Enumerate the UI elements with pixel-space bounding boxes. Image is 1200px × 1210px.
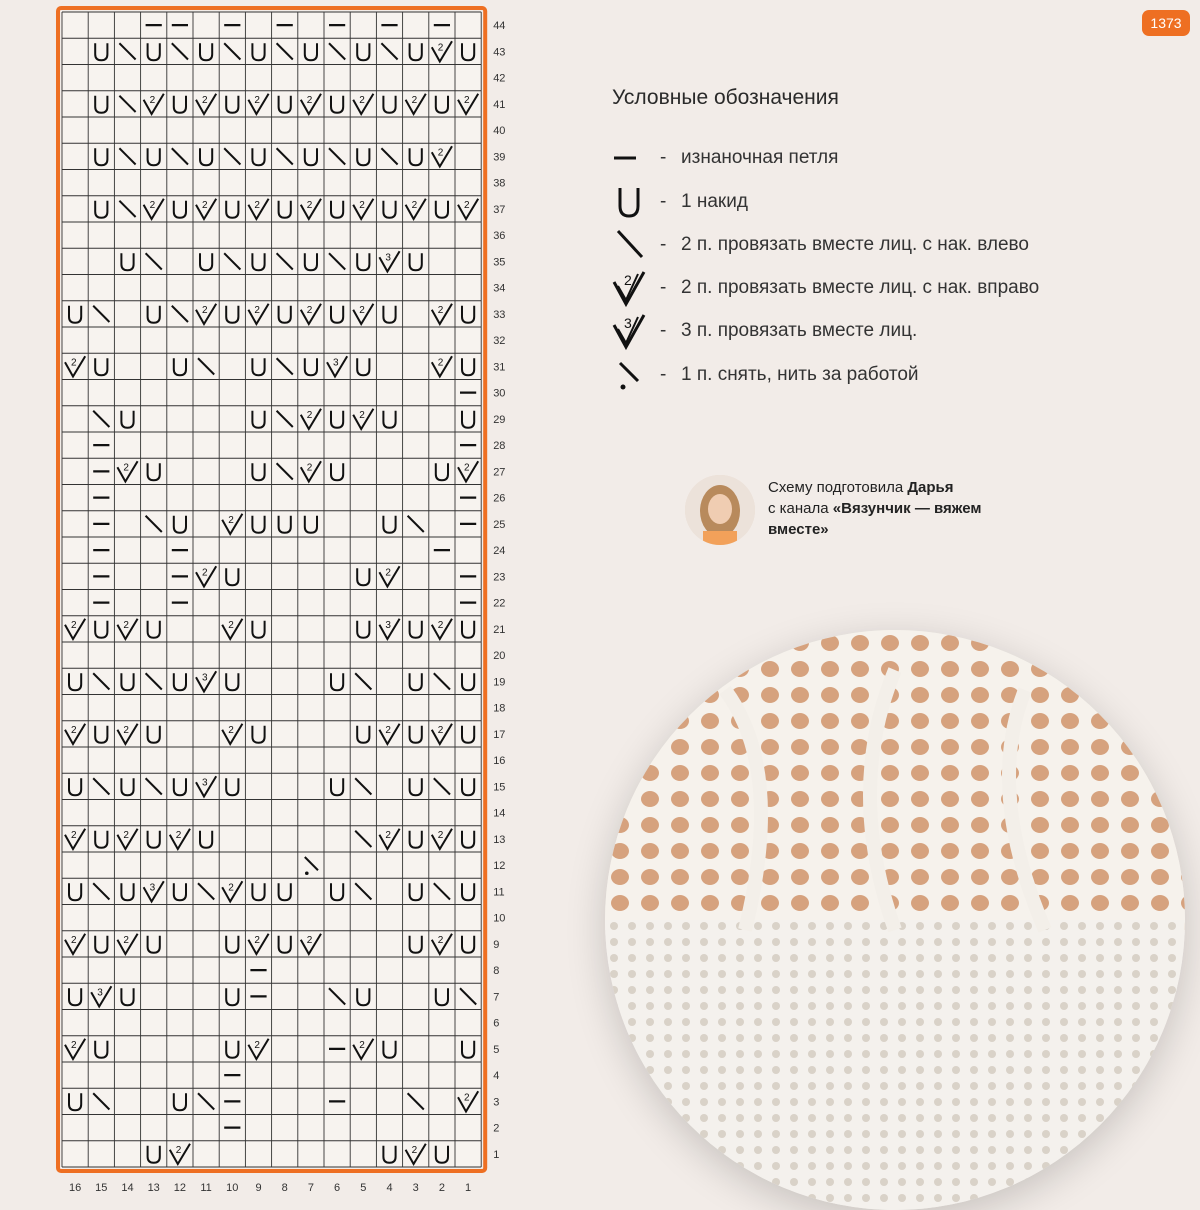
row-label: 15 — [493, 781, 506, 794]
row-label: 11 — [493, 886, 505, 899]
row-label: 17 — [493, 728, 506, 741]
legend-item-slip: - 1 п. снять, нить за работой — [0, 355, 1200, 395]
row-label: 40 — [493, 125, 506, 138]
row-label: 16 — [493, 755, 506, 768]
purl-icon — [610, 138, 650, 178]
author-avatar — [685, 475, 755, 545]
legend-item-yarn-over: - 1 накид — [0, 182, 1200, 222]
row-label: 9 — [493, 938, 500, 951]
row-label: 34 — [493, 282, 506, 295]
row-label: 38 — [493, 177, 506, 190]
column-label: 16 — [68, 1182, 82, 1194]
column-label: 6 — [334, 1182, 341, 1194]
decrease-number: 2 — [437, 42, 444, 54]
decrease-number: 2 — [464, 462, 470, 474]
page-number-badge: 1373 — [1142, 10, 1190, 36]
row-label: 33 — [493, 308, 506, 321]
svg-text:2: 2 — [624, 272, 632, 288]
row-label: 25 — [493, 518, 506, 531]
row-label: 20 — [493, 650, 506, 663]
decrease-number: 2 — [411, 1144, 418, 1156]
decrease-number: 2 — [228, 724, 234, 736]
row-label: 19 — [493, 676, 506, 689]
decrease-number: 2 — [385, 567, 391, 579]
column-label: 7 — [307, 1182, 314, 1194]
legend-item-k3tog: 3 - 3 п. провязать вместе лиц. — [0, 311, 1200, 351]
decrease-number: 2 — [306, 462, 313, 474]
decrease-number: 3 — [385, 619, 391, 631]
column-label: 4 — [386, 1182, 393, 1194]
column-label: 5 — [360, 1182, 367, 1194]
decrease-number: 2 — [254, 1039, 260, 1051]
decrease-number: 2 — [385, 724, 391, 736]
decrease-number: 2 — [123, 934, 129, 946]
row-label: 21 — [493, 623, 506, 636]
row-label: 41 — [493, 98, 506, 111]
decrease-number: 2 — [254, 934, 260, 946]
row-label: 28 — [493, 440, 506, 453]
row-label: 3 — [493, 1096, 500, 1109]
decrease-number: 2 — [71, 357, 77, 369]
decrease-number: 2 — [359, 94, 365, 106]
legend-text-k3tog: 3 п. провязать вместе лиц. — [681, 320, 918, 341]
decrease-number: 2 — [175, 829, 182, 841]
decrease-number: 2 — [71, 829, 77, 841]
author-line1: Схему подготовила — [768, 479, 908, 496]
decrease-number: 2 — [254, 199, 260, 211]
decrease-number: 2 — [359, 304, 365, 316]
row-label: 37 — [493, 203, 506, 216]
row-label: 18 — [493, 702, 506, 715]
decrease-number: 2 — [437, 147, 444, 159]
column-label: 15 — [95, 1182, 108, 1194]
row-label: 22 — [493, 597, 506, 610]
row-label: 36 — [493, 230, 506, 243]
row-label: 4 — [493, 1070, 500, 1083]
decrease-number: 2 — [306, 934, 313, 946]
knitted-lace-photo — [605, 630, 1185, 1210]
decrease-number: 2 — [71, 724, 77, 736]
legend-text-k2tog-right: 2 п. провязать вместе лиц. с нак. вправо — [681, 277, 1040, 298]
decrease-number: 2 — [385, 829, 391, 841]
legend-text-yarn-over: 1 накид — [681, 191, 748, 212]
row-label: 24 — [493, 545, 506, 558]
decrease-number: 3 — [202, 672, 208, 684]
svg-text:3: 3 — [624, 315, 632, 331]
decrease-number: 2 — [464, 94, 470, 106]
column-label: 14 — [121, 1182, 134, 1194]
author-name: Дарья — [907, 479, 954, 496]
row-label: 29 — [493, 413, 506, 426]
decrease-number: 2 — [71, 619, 77, 631]
row-label: 44 — [493, 20, 506, 33]
k3tog-icon — [610, 311, 650, 351]
column-label: 13 — [147, 1182, 160, 1194]
decrease-number: 3 — [202, 777, 208, 789]
decrease-number: 2 — [306, 304, 313, 316]
decrease-number: 2 — [202, 94, 208, 106]
decrease-number: 2 — [359, 409, 365, 421]
row-label: 6 — [493, 1017, 500, 1030]
decrease-number: 2 — [437, 357, 444, 369]
decrease-number: 2 — [149, 94, 156, 106]
decrease-number: 2 — [437, 304, 444, 316]
decrease-number: 2 — [228, 882, 234, 894]
row-label: 27 — [493, 466, 506, 479]
legend-item-k2tog-left: - 2 п. провязать вместе лиц. с нак. влево — [0, 225, 1200, 265]
column-label: 3 — [412, 1182, 419, 1194]
decrease-number: 3 — [97, 987, 103, 999]
k2tog-left-icon — [610, 225, 650, 265]
column-label: 8 — [281, 1182, 288, 1194]
row-label: 8 — [493, 965, 500, 978]
decrease-number: 2 — [123, 619, 129, 631]
decrease-number: 2 — [228, 514, 234, 526]
legend-text-slip: 1 п. снять, нить за работой — [681, 364, 919, 385]
decrease-number: 2 — [437, 934, 444, 946]
column-label: 9 — [255, 1182, 262, 1194]
author-credit — [768, 477, 1028, 540]
decrease-number: 2 — [123, 724, 129, 736]
knitting-chart — [0, 0, 600, 1200]
decrease-number: 2 — [306, 94, 313, 106]
legend-text-k2tog-left: 2 п. провязать вместе лиц. с нак. влево — [681, 234, 1029, 255]
decrease-number: 2 — [254, 94, 260, 106]
decrease-number: 2 — [149, 199, 156, 211]
row-label: 13 — [493, 833, 506, 846]
decrease-number: 3 — [149, 882, 156, 894]
column-label: 12 — [173, 1182, 187, 1194]
row-label: 23 — [493, 571, 506, 584]
decrease-number: 2 — [71, 934, 77, 946]
decrease-number: 2 — [464, 199, 470, 211]
k2tog-right-icon — [610, 268, 650, 308]
decrease-number: 2 — [306, 409, 313, 421]
yarn-over-icon — [610, 182, 650, 222]
slip-stitch-icon — [610, 355, 650, 395]
row-label: 7 — [493, 991, 500, 1004]
row-label: 31 — [493, 361, 506, 374]
decrease-number: 2 — [306, 199, 313, 211]
row-label: 12 — [493, 860, 506, 873]
row-label: 42 — [493, 72, 506, 85]
decrease-number: 2 — [71, 1039, 77, 1051]
decrease-number: 3 — [385, 252, 391, 264]
column-label: 2 — [438, 1182, 445, 1194]
decrease-number: 2 — [175, 1144, 182, 1156]
column-label: 11 — [200, 1182, 212, 1194]
decrease-number: 2 — [123, 829, 129, 841]
decrease-number: 2 — [437, 619, 444, 631]
row-label: 2 — [493, 1122, 500, 1135]
column-label: 10 — [226, 1182, 239, 1194]
decrease-number: 2 — [359, 1039, 365, 1051]
row-label: 43 — [493, 46, 506, 59]
decrease-number: 2 — [437, 724, 444, 736]
row-label: 14 — [493, 807, 506, 820]
row-label: 32 — [493, 335, 506, 348]
decrease-number: 2 — [359, 199, 365, 211]
row-label: 1 — [493, 1148, 500, 1161]
row-label: 35 — [493, 256, 506, 269]
legend-title: Условные обозначения — [612, 86, 839, 109]
decrease-number: 2 — [228, 619, 234, 631]
decrease-number: 2 — [202, 199, 208, 211]
decrease-number: 2 — [202, 567, 208, 579]
column-label: 1 — [465, 1182, 472, 1194]
decrease-number: 2 — [202, 304, 208, 316]
decrease-number: 2 — [254, 304, 260, 316]
decrease-number: 2 — [411, 94, 418, 106]
row-label: 26 — [493, 492, 506, 505]
decrease-number: 2 — [411, 199, 418, 211]
row-label: 30 — [493, 387, 506, 400]
decrease-number: 2 — [464, 1092, 470, 1104]
author-channel: «Вязунчик — вяжем вместе» — [768, 500, 982, 538]
legend-item-purl: - изнаночная петля — [0, 138, 1200, 178]
decrease-number: 2 — [123, 462, 129, 474]
legend-item-k2tog-right: 2 - 2 п. провязать вместе лиц. с нак. вправо — [0, 268, 1200, 308]
decrease-number: 3 — [333, 357, 339, 369]
row-label: 5 — [493, 1043, 500, 1056]
slip-stitch-dot — [305, 871, 309, 875]
row-label: 10 — [493, 912, 506, 925]
decrease-number: 2 — [437, 829, 444, 841]
legend-text-purl: изнаночная петля — [681, 147, 839, 168]
author-line2: с канала — [768, 500, 833, 517]
row-label: 39 — [493, 151, 506, 164]
